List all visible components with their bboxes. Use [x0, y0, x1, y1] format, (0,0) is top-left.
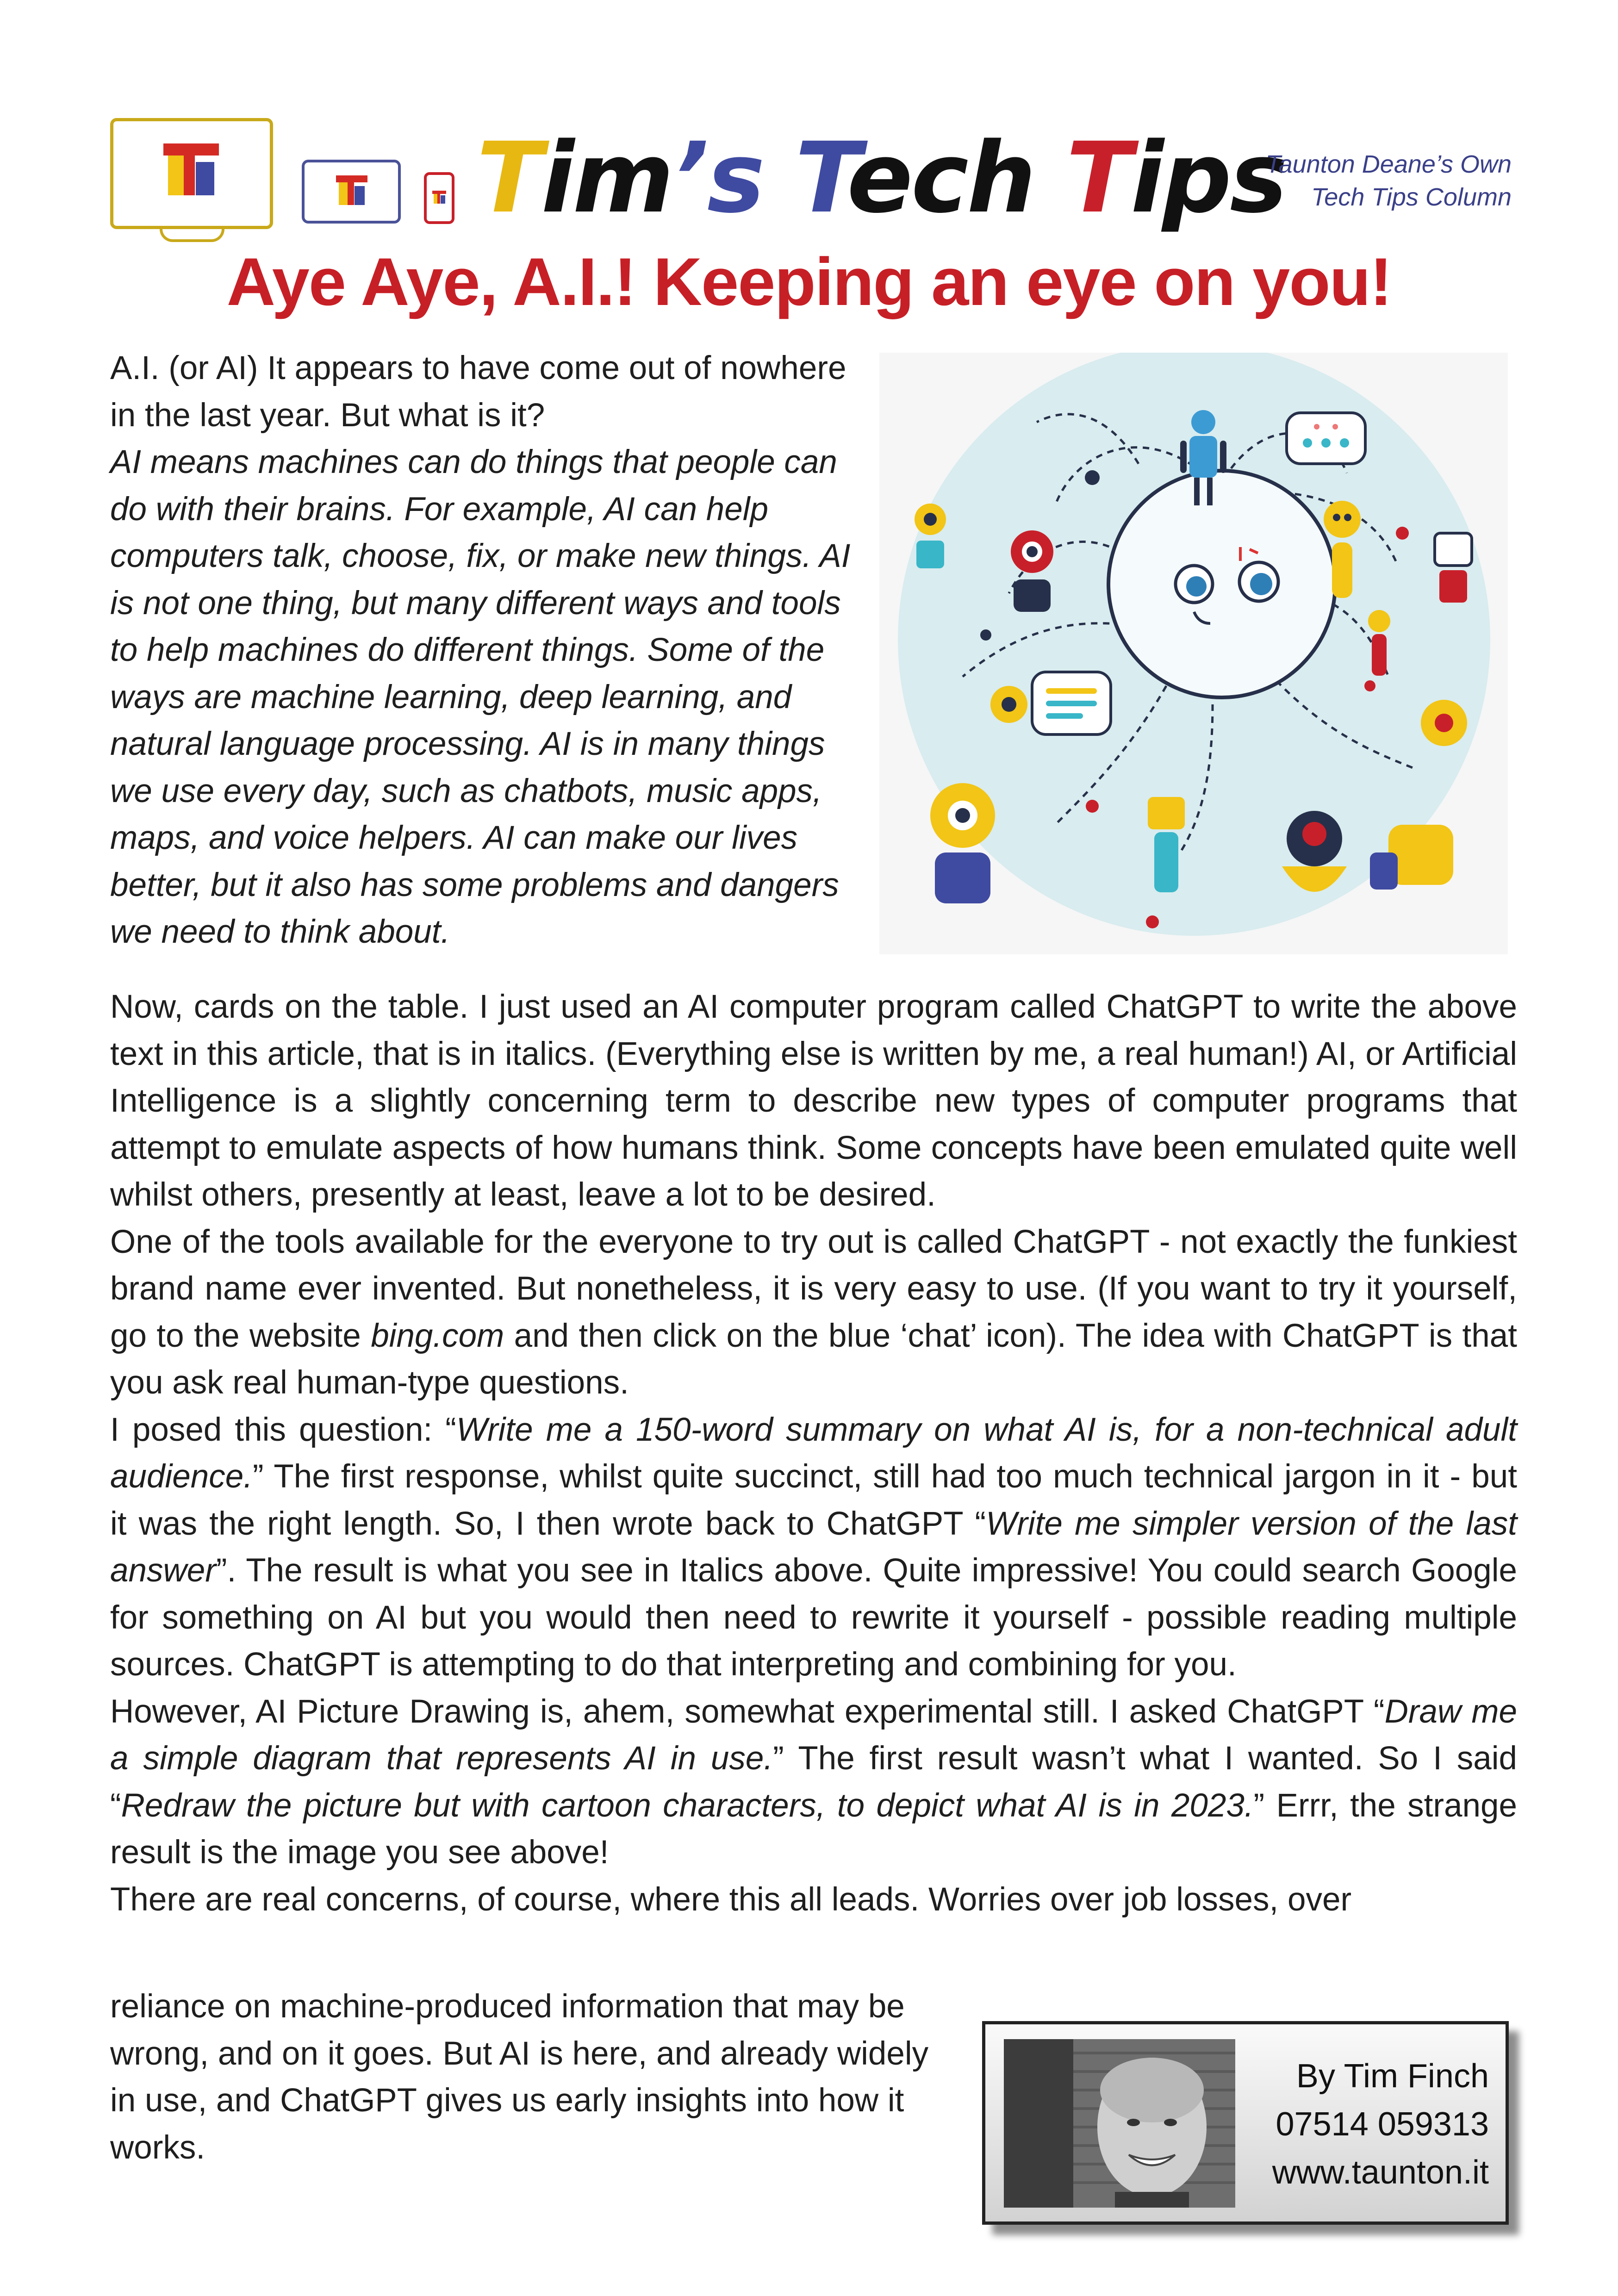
- paragraph-1: Now, cards on the table. I just used an AI computer program called ChatGPT to write the above text in this article, that is in italics. (Everything else is written by me, a real human!) AI, or Artificial Intelligence is a slightly concerning term to describe new types of computer programs that attempt to emulate aspects of how humans think. Some concepts have been emulated quite well whilst others, presently at least, leave a lot to be desired.: [110, 989, 1517, 1213]
- author-name: By Tim Finch: [1296, 2058, 1489, 2095]
- bing-link: bing.com: [371, 1317, 504, 1354]
- paragraph-5-start: There are real concerns, of course, where this all leads. Worries over job losses, over: [110, 1881, 1352, 1918]
- paragraph-2: One of the tools available for the everyone to try out is called ChatGPT - not exactly the funkiest brand name ever invented. But nonetheless, it is very easy to use. (If you want to try it yourself, go to the website bing.com and then click on the blue ‘chat’ icon). The idea with ChatGPT is that you ask real human-type questions.: [110, 1223, 1517, 1401]
- paragraph-3: I posed this question: “Write me a 150-word summary on what AI is, for a non-technical adult audience.” The first response, whilst quite succinct, still had too much technical jargon in it - but it was the right length. So, I then wrote back to ChatGPT “Write me simpler version of the last answer”. The result is what you see in Italics above. Quite impressive! You could search Google for something on AI but you would then need to rewrite it yourself - possible reading multiple sources. ChatGPT is attempting to do that interpreting and combining for you.: [110, 1411, 1517, 1683]
- brand-title: Tim’s Tech Tips: [477, 121, 1286, 235]
- intro-text: [110, 345, 860, 956]
- author-details: [1272, 2052, 1489, 2196]
- ai-illustration: [879, 353, 1508, 954]
- robot-right-mid: [1421, 700, 1467, 746]
- article-headline: Aye Aye, A.I.! Keeping an eye on you!: [226, 244, 1392, 319]
- main-text: [110, 983, 1517, 1923]
- monitor-stand: [160, 229, 224, 242]
- intro-chatgpt-italic: AI means machines can do things that people can do with their brains. For example, AI can help computers talk, choose, fix, or make new things. AI is not one thing, but many different ways and tools to help machines do different things. Some of the ways are machine learning, deep learning, and natural language processing. AI is in many things we use every day, such as chatbots, music apps, maps, and voice helpers. AI can make our lives better, but it also has some problems and dangers we need to think about.: [110, 444, 851, 950]
- column-tagline: [1266, 148, 1512, 214]
- paragraph-4: However, AI Picture Drawing is, ahem, somewhat experimental still. I asked ChatGPT “Draw me a simple diagram that represents AI in use.” The first result wasn’t what I wanted. So I said “Redraw the picture but with cartoon characters, to depict what AI is in 2023.” Errr, the strange result is the image you see above!: [110, 1693, 1517, 1871]
- tablet-icon: [302, 160, 401, 224]
- phone-icon: [424, 172, 454, 224]
- closing-text: [110, 1983, 939, 2171]
- tt-logo-icon: [163, 143, 219, 199]
- robot-left-mid: [990, 686, 1027, 723]
- tagline-line-2: Tech Tips Column: [1311, 183, 1512, 212]
- central-robot-face: [1108, 471, 1335, 697]
- intro-paragraph: [110, 345, 860, 956]
- tt-logo-icon: [432, 191, 446, 205]
- monitor-icon: [110, 118, 273, 229]
- author-photo: [1004, 2039, 1235, 2208]
- author-box: [982, 2021, 1509, 2225]
- paragraph-5-end: reliance on machine-produced information that may be wrong, and on it goes. But AI is here, and already widely in use, and ChatGPT gives us early insights into how it works.: [110, 1988, 929, 2166]
- intro-plain: A.I. (or AI) It appears to have come out of nowhere in the last year. But what is it?: [110, 350, 846, 434]
- tagline-line-1: Taunton Deane’s Own: [1265, 150, 1512, 178]
- tt-logo-icon: [336, 175, 367, 207]
- author-phone: 07514 059313: [1276, 2106, 1489, 2143]
- author-website[interactable]: www.taunton.it: [1272, 2154, 1489, 2191]
